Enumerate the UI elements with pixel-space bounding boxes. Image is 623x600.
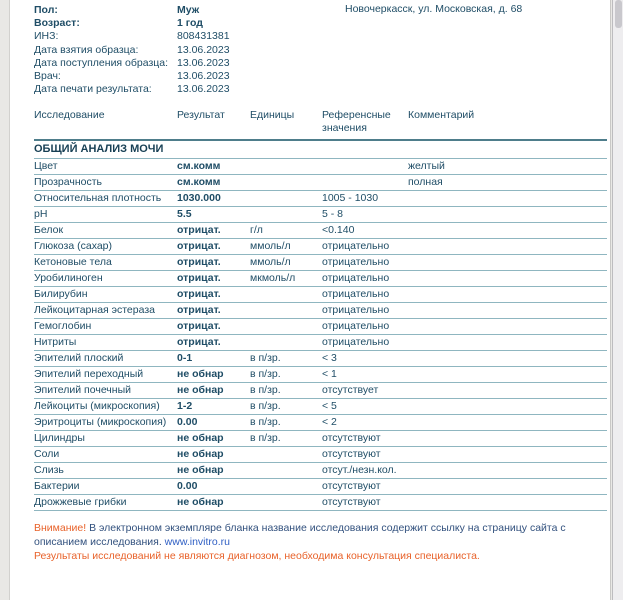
result-value: не обнар bbox=[177, 463, 250, 479]
comment-value bbox=[408, 191, 607, 207]
result-row bbox=[34, 207, 607, 223]
reference-value: отрицательно bbox=[322, 255, 408, 271]
comment-value bbox=[408, 223, 607, 239]
reference-value: отрицательно bbox=[322, 319, 408, 335]
result-row bbox=[34, 431, 607, 447]
units-value bbox=[250, 479, 322, 495]
units-value bbox=[250, 287, 322, 303]
patient-info-value: Муж bbox=[177, 4, 200, 16]
result-row bbox=[34, 447, 607, 463]
analyte-name: pH bbox=[34, 207, 177, 223]
units-value: в п/зр. bbox=[250, 399, 322, 415]
reference-value bbox=[322, 175, 408, 191]
units-value bbox=[250, 463, 322, 479]
reference-value: отрицательно bbox=[322, 287, 408, 303]
analyte-name: Соли bbox=[34, 447, 177, 463]
result-value: не обнар bbox=[177, 367, 250, 383]
result-row bbox=[34, 191, 607, 207]
result-value: отрицат. bbox=[177, 223, 250, 239]
patient-info-value: 13.06.2023 bbox=[177, 70, 230, 83]
result-row bbox=[34, 495, 607, 511]
comment-value bbox=[408, 319, 607, 335]
analyte-name: Прозрачность bbox=[34, 175, 177, 191]
reference-value: < 5 bbox=[322, 399, 408, 415]
patient-info-row bbox=[34, 44, 610, 57]
section-title-row bbox=[34, 140, 607, 159]
patient-info-value: 808431381 bbox=[177, 30, 230, 43]
analyte-name: Гемоглобин bbox=[34, 319, 177, 335]
result-row bbox=[34, 367, 607, 383]
notice-text: В электронном экземпляре бланка название исследования содержит ссылку на страницу сайта с описанием исследования. bbox=[34, 522, 566, 548]
comment-value bbox=[408, 335, 607, 351]
result-value: 0-1 bbox=[177, 351, 250, 367]
reference-value: отсутствуют bbox=[322, 447, 408, 463]
analyte-name: Слизь bbox=[34, 463, 177, 479]
units-value bbox=[250, 175, 322, 191]
analyte-name: Уробилиноген bbox=[34, 271, 177, 287]
units-value bbox=[250, 447, 322, 463]
scrollbar[interactable] bbox=[612, 0, 623, 600]
reference-value: отсутствуют bbox=[322, 431, 408, 447]
column-header-units: Единицы bbox=[250, 109, 295, 122]
result-value: не обнар bbox=[177, 431, 250, 447]
units-value bbox=[250, 335, 322, 351]
comment-value bbox=[408, 415, 607, 431]
patient-info-value: 13.06.2023 bbox=[177, 43, 230, 56]
units-value bbox=[250, 319, 322, 335]
analyte-name: Относительная плотность bbox=[34, 191, 177, 207]
reference-value: отрицательно bbox=[322, 239, 408, 255]
reference-value: отсут./незн.кол. bbox=[322, 463, 408, 479]
analyte-name: Эритроциты (микроскопия) bbox=[34, 415, 177, 431]
analyte-name: Цвет bbox=[34, 159, 177, 175]
analyte-name: Лейкоциты (микроскопия) bbox=[34, 399, 177, 415]
patient-info-row bbox=[34, 57, 610, 70]
patient-info-row bbox=[34, 70, 610, 83]
comment-value bbox=[408, 351, 607, 367]
result-row bbox=[34, 479, 607, 495]
comment-value bbox=[408, 255, 607, 271]
result-row bbox=[34, 223, 607, 239]
patient-info-label: ИНЗ: bbox=[34, 30, 59, 43]
units-value: ммоль/л bbox=[250, 255, 322, 271]
units-value bbox=[250, 207, 322, 223]
units-value: в п/зр. bbox=[250, 351, 322, 367]
analyte-name: Дрожжевые грибки bbox=[34, 495, 177, 511]
analyte-name: Цилиндры bbox=[34, 431, 177, 447]
result-row bbox=[34, 415, 607, 431]
comment-value: полная bbox=[408, 175, 607, 191]
comment-value bbox=[408, 399, 607, 415]
result-value: не обнар bbox=[177, 383, 250, 399]
units-value bbox=[250, 303, 322, 319]
result-row bbox=[34, 175, 607, 191]
result-value: не обнар bbox=[177, 447, 250, 463]
analyte-name: Эпителий почечный bbox=[34, 383, 177, 399]
patient-info-label: Дата поступления образца: bbox=[34, 56, 169, 69]
analyte-name: Нитриты bbox=[34, 335, 177, 351]
result-row bbox=[34, 287, 607, 303]
reference-value: отсутствуют bbox=[322, 479, 408, 495]
page-left-margin bbox=[0, 0, 10, 600]
result-value: отрицат. bbox=[177, 303, 250, 319]
analyte-name: Билирубин bbox=[34, 287, 177, 303]
patient-info-value: 13.06.2023 bbox=[177, 56, 230, 69]
patient-info-row bbox=[34, 4, 610, 17]
reference-value: < 3 bbox=[322, 351, 408, 367]
scrollbar-thumb[interactable] bbox=[615, 0, 622, 28]
patient-info-row bbox=[34, 17, 610, 30]
patient-info-label: Врач: bbox=[34, 70, 61, 83]
units-value: в п/зр. bbox=[250, 415, 322, 431]
result-value: см.комм bbox=[177, 175, 250, 191]
units-value: в п/зр. bbox=[250, 383, 322, 399]
result-row bbox=[34, 271, 607, 287]
results-table bbox=[34, 109, 607, 511]
result-value: отрицат. bbox=[177, 319, 250, 335]
result-row bbox=[34, 159, 607, 175]
reference-value bbox=[322, 159, 408, 175]
comment-value bbox=[408, 447, 607, 463]
patient-info-value: 1 год bbox=[177, 17, 203, 30]
analyte-name: Эпителий плоский bbox=[34, 351, 177, 367]
comment-value bbox=[408, 287, 607, 303]
result-value: отрицат. bbox=[177, 239, 250, 255]
patient-info-row bbox=[34, 30, 610, 43]
invitro-link[interactable]: www.invitro.ru bbox=[164, 535, 231, 548]
notice-paragraph bbox=[34, 522, 609, 549]
reference-value: <0.140 bbox=[322, 223, 408, 239]
units-value bbox=[250, 495, 322, 511]
reference-value: отрицательно bbox=[322, 271, 408, 287]
reference-value: отрицательно bbox=[322, 335, 408, 351]
result-row bbox=[34, 319, 607, 335]
result-value: отрицат. bbox=[177, 287, 250, 303]
result-value: 1-2 bbox=[177, 399, 250, 415]
comment-value bbox=[408, 207, 607, 223]
column-header-result: Результат bbox=[177, 109, 225, 122]
result-value: отрицат. bbox=[177, 271, 250, 287]
section-title: ОБЩИЙ АНАЛИЗ МОЧИ bbox=[34, 140, 607, 159]
disclaimer-text: Результаты исследований не являются диагнозом, необходима консультация специалиста. bbox=[34, 550, 480, 563]
comment-value bbox=[408, 495, 607, 511]
units-value: в п/зр. bbox=[250, 431, 322, 447]
comment-value bbox=[408, 383, 607, 399]
units-value: г/л bbox=[250, 223, 322, 239]
result-value: отрицат. bbox=[177, 255, 250, 271]
units-value: в п/зр. bbox=[250, 367, 322, 383]
comment-value: желтый bbox=[408, 159, 607, 175]
result-row bbox=[34, 463, 607, 479]
notice-warning-label: Внимание! bbox=[34, 522, 87, 535]
units-value bbox=[250, 191, 322, 207]
units-value bbox=[250, 159, 322, 175]
result-value: 0.00 bbox=[177, 479, 250, 495]
result-value: 5.5 bbox=[177, 207, 250, 223]
patient-info-label: Пол: bbox=[34, 4, 58, 16]
comment-value bbox=[408, 271, 607, 287]
analyte-name: Бактерии bbox=[34, 479, 177, 495]
analyte-name: Эпителий переходный bbox=[34, 367, 177, 383]
reference-value: < 2 bbox=[322, 415, 408, 431]
comment-value bbox=[408, 239, 607, 255]
reference-value: отсутствуют bbox=[322, 495, 408, 511]
comment-value bbox=[408, 463, 607, 479]
analyte-name: Кетоновые тела bbox=[34, 255, 177, 271]
table-header-row bbox=[34, 109, 607, 140]
patient-info-row bbox=[34, 83, 610, 96]
result-row bbox=[34, 239, 607, 255]
comment-value bbox=[408, 479, 607, 495]
footer-notes bbox=[34, 522, 609, 564]
result-row bbox=[34, 255, 607, 271]
comment-value bbox=[408, 303, 607, 319]
patient-info-label: Дата печати результата: bbox=[34, 83, 152, 96]
analyte-name: Белок bbox=[34, 223, 177, 239]
reference-value: 1005 - 1030 bbox=[322, 191, 408, 207]
comment-value bbox=[408, 367, 607, 383]
result-value: отрицат. bbox=[177, 335, 250, 351]
column-header-test: Исследование bbox=[34, 109, 105, 122]
result-value: 1030.000 bbox=[177, 191, 250, 207]
patient-info-label: Дата взятия образца: bbox=[34, 43, 139, 56]
result-row bbox=[34, 335, 607, 351]
column-header-reference: Референсные значения bbox=[322, 109, 391, 134]
result-row bbox=[34, 303, 607, 319]
column-header-comment: Комментарий bbox=[408, 109, 475, 122]
units-value: мкмоль/л bbox=[250, 271, 322, 287]
document-page bbox=[10, 0, 611, 600]
analyte-name: Лейкоцитарная эстераза bbox=[34, 303, 177, 319]
comment-value bbox=[408, 431, 607, 447]
reference-value: отсутствует bbox=[322, 383, 408, 399]
analyte-name: Глюкоза (сахар) bbox=[34, 239, 177, 255]
reference-value: отрицательно bbox=[322, 303, 408, 319]
clinic-address: Новочеркасск, ул. Московская, д. 68 bbox=[345, 3, 523, 15]
result-value: не обнар bbox=[177, 495, 250, 511]
result-row bbox=[34, 399, 607, 415]
units-value: ммоль/л bbox=[250, 239, 322, 255]
result-row bbox=[34, 351, 607, 367]
result-value: 0.00 bbox=[177, 415, 250, 431]
result-row bbox=[34, 383, 607, 399]
patient-info-label: Возраст: bbox=[34, 17, 80, 30]
reference-value: < 1 bbox=[322, 367, 408, 383]
reference-value: 5 - 8 bbox=[322, 207, 408, 223]
result-value: см.комм bbox=[177, 159, 250, 175]
patient-info-value: 13.06.2023 bbox=[177, 83, 230, 96]
